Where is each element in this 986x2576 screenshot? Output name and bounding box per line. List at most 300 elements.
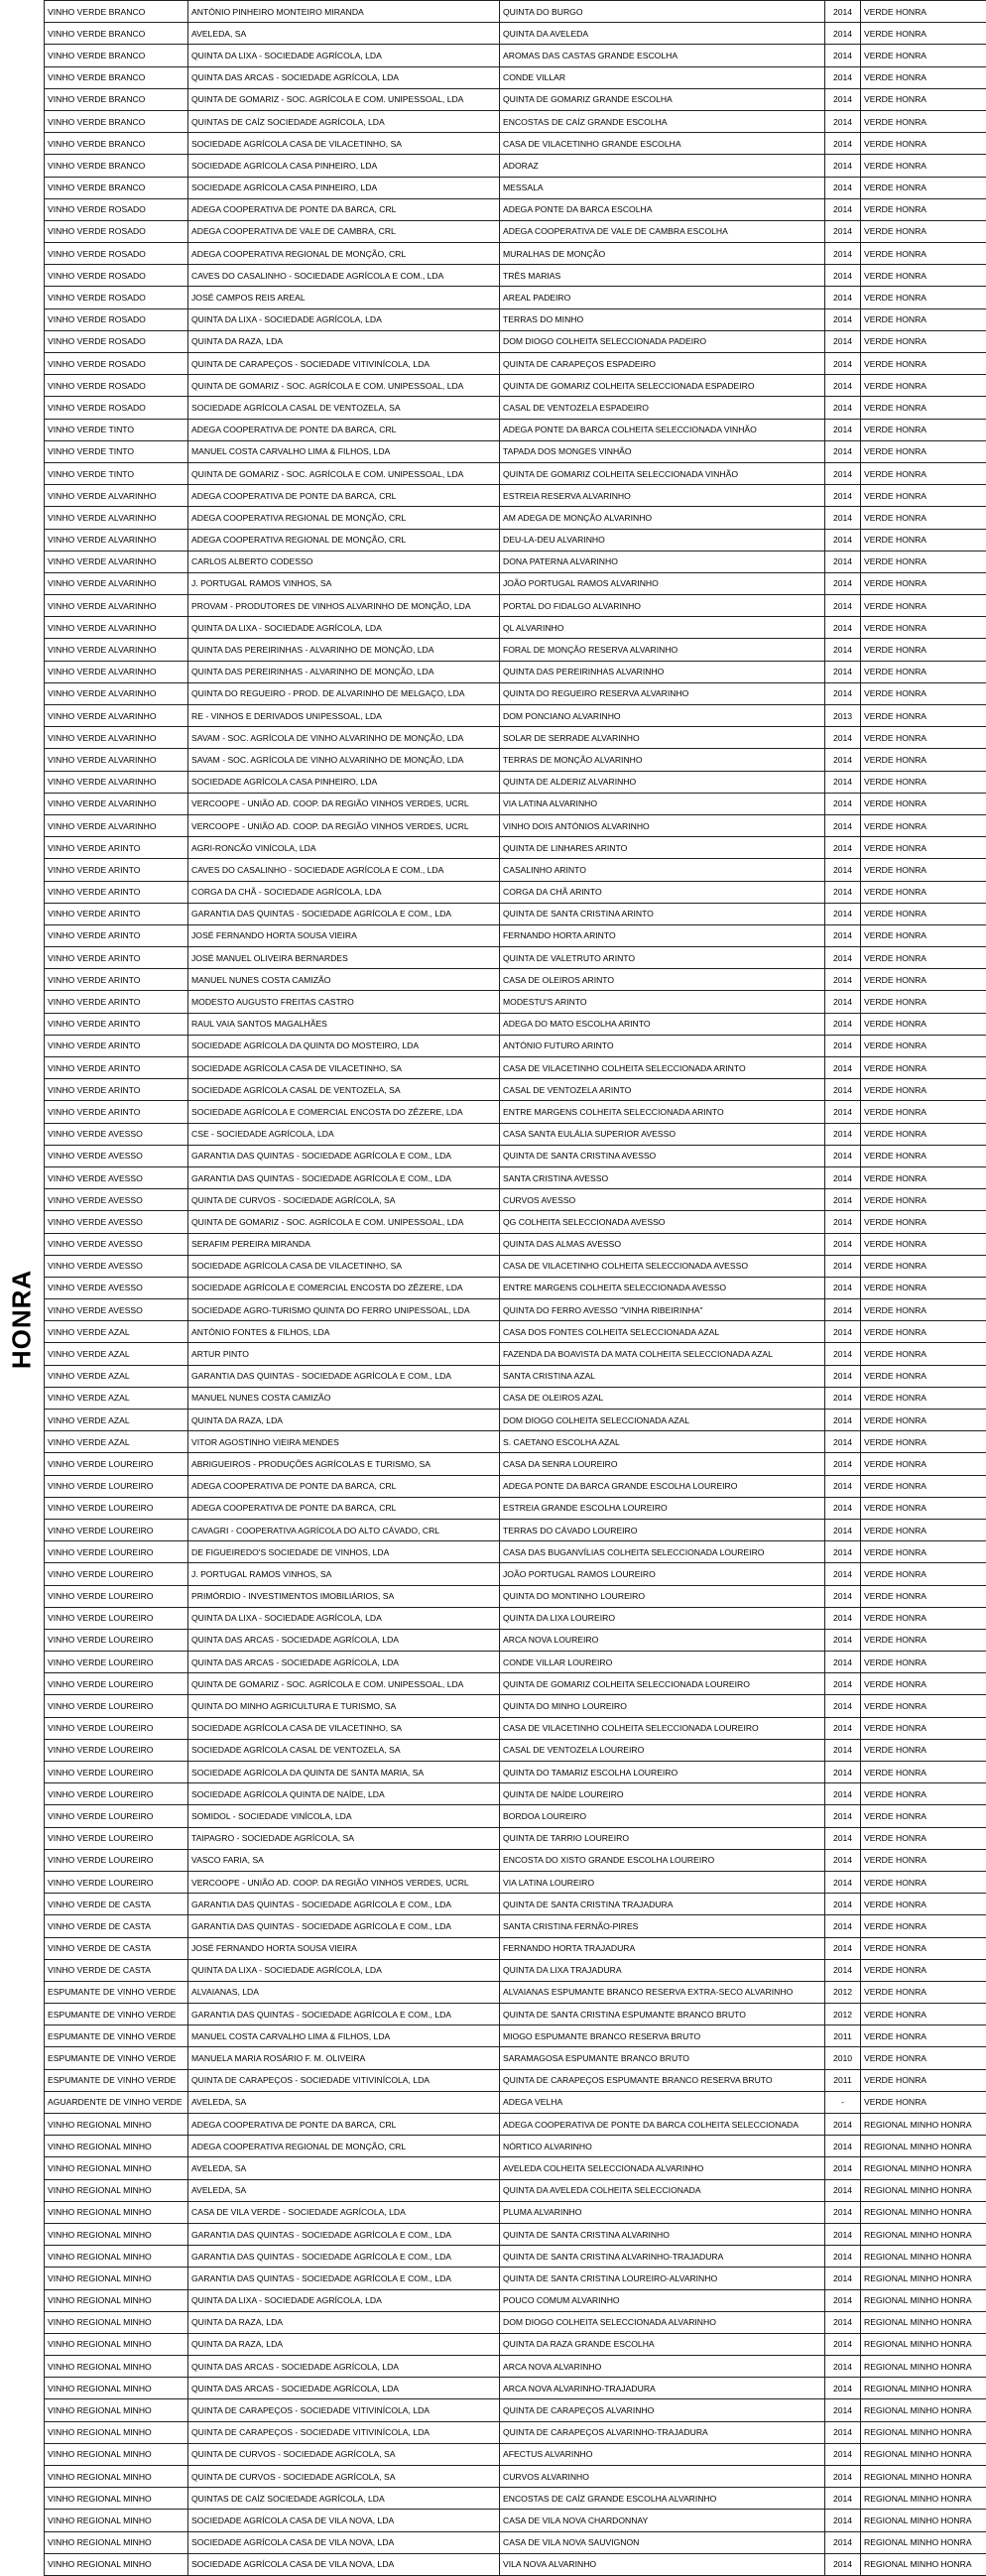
wine-name-cell: SOLAR DE SERRADE ALVARINHO [500,727,825,749]
award-cell: VERDE HONRA [861,198,986,220]
category-cell: VINHO REGIONAL MINHO [45,2201,188,2223]
year-cell: 2014 [825,265,861,287]
table-row [45,2378,986,2399]
category-cell: VINHO REGIONAL MINHO [45,2157,188,2179]
year-cell: 2014 [825,1431,861,1453]
producer-cell: QUINTA DAS ARCAS - SOCIEDADE AGRÍCOLA, LDA [188,2378,500,2399]
wine-name-cell: QUINTA DE CARAPEÇOS ALVARINHO [500,2399,825,2421]
producer-cell: PROVAM - PRODUTORES DE VINHOS ALVARINHO DE MONÇÃO, LDA [188,595,500,617]
year-cell: 2014 [825,1805,861,1827]
producer-cell: QUINTA DAS ARCAS - SOCIEDADE AGRÍCOLA, LDA [188,66,500,88]
award-cell: VERDE HONRA [861,682,986,704]
award-cell: VERDE HONRA [861,1410,986,1431]
year-cell: 2014 [825,947,861,969]
year-cell: 2014 [825,2179,861,2201]
category-cell: VINHO REGIONAL MINHO [45,2399,188,2421]
year-cell: 2014 [825,903,861,924]
producer-cell: QUINTA DA LIXA - SOCIEDADE AGRÍCOLA, LDA [188,617,500,639]
table-row [45,991,986,1013]
producer-cell: QUINTA DA LIXA - SOCIEDADE AGRÍCOLA, LDA [188,308,500,330]
wine-name-cell: CASAL DE VENTOZELA ESPADEIRO [500,397,825,419]
award-cell: VERDE HONRA [861,1321,986,1343]
producer-cell: AGRI-RONCÃO VINÍCOLA, LDA [188,837,500,859]
producer-cell: QUINTA DE GOMARIZ - SOC. AGRÍCOLA E COM. UNIPESSOAL, LDA [188,1211,500,1233]
year-cell: 2014 [825,1145,861,1166]
award-cell: VERDE HONRA [861,1937,986,1959]
table-row [45,1762,986,1783]
producer-cell: QUINTA DAS ARCAS - SOCIEDADE AGRÍCOLA, LDA [188,1629,500,1651]
category-cell: VINHO VERDE ALVARINHO [45,705,188,727]
category-cell: VINHO VERDE BRANCO [45,66,188,88]
category-cell: VINHO VERDE ROSADO [45,308,188,330]
award-cell: VERDE HONRA [861,1453,986,1475]
producer-cell: QUINTA DA LIXA - SOCIEDADE AGRÍCOLA, LDA [188,45,500,66]
award-cell: VERDE HONRA [861,1431,986,1453]
year-cell: 2014 [825,837,861,859]
producer-cell: SOCIEDADE AGRÍCOLA CASA PINHEIRO, LDA [188,771,500,793]
producer-cell: SAVAM - SOC. AGRÍCOLA DE VINHO ALVARINHO DE MONÇÃO, LDA [188,727,500,749]
award-cell: VERDE HONRA [861,375,986,397]
year-cell: 2014 [825,2399,861,2421]
wine-name-cell: ARCA NOVA ALVARINHO-TRAJADURA [500,2378,825,2399]
wine-name-cell: VILA NOVA ALVARINHO [500,2553,825,2575]
award-cell: VERDE HONRA [861,308,986,330]
category-cell: VINHO REGIONAL MINHO [45,2421,188,2443]
award-cell: VERDE HONRA [861,1805,986,1827]
table-row [45,1607,986,1629]
table-row [45,661,986,682]
award-cell: VERDE HONRA [861,639,986,661]
wine-name-cell: MURALHAS DE MONÇÃO [500,243,825,265]
table-row [45,440,986,462]
wine-name-cell: QUINTA DE GOMARIZ COLHEITA SELECCIONADA VINHÃO [500,462,825,484]
category-cell: VINHO REGIONAL MINHO [45,2553,188,2575]
table-row [45,1343,986,1365]
table-row [45,243,986,265]
award-cell: VERDE HONRA [861,1519,986,1540]
category-cell: VINHO VERDE DE CASTA [45,1959,188,1981]
table-row [45,837,986,859]
wine-name-cell: FAZENDA DA BOAVISTA DA MATA COLHEITA SELECCIONADA AZAL [500,1343,825,1365]
category-cell: VINHO VERDE AVESSO [45,1166,188,1188]
award-cell: VERDE HONRA [861,507,986,529]
category-cell: VINHO VERDE LOUREIRO [45,1453,188,1475]
producer-cell: AVELEDA, SA [188,2091,500,2113]
award-cell: VERDE HONRA [861,1894,986,1915]
producer-cell: QUINTA DE GOMARIZ - SOC. AGRÍCOLA E COM. UNIPESSOAL, LDA [188,462,500,484]
producer-cell: PRIMÓRDIO - INVESTIMENTOS IMOBILIÁRIOS, SA [188,1585,500,1607]
category-cell: VINHO VERDE LOUREIRO [45,1762,188,1783]
table-row [45,1563,986,1585]
award-cell: VERDE HONRA [861,1079,986,1101]
award-cell: VERDE HONRA [861,1652,986,1673]
award-cell: REGIONAL MINHO HONRA [861,2399,986,2421]
table-row [45,969,986,991]
producer-cell: CAVAGRI - COOPERATIVA AGRÍCOLA DO ALTO CÁVADO, CRL [188,1519,500,1540]
wine-name-cell: QUINTA DO TAMARIZ ESCOLHA LOUREIRO [500,1762,825,1783]
wine-name-cell: QUINTA DE SANTA CRISTINA ALVARINHO [500,2223,825,2245]
producer-cell: QUINTA DE CARAPEÇOS - SOCIEDADE VITIVINÍCOLA, LDA [188,2069,500,2091]
wine-name-cell: QUINTA DO MONTINHO LOUREIRO [500,1585,825,1607]
year-cell: 2011 [825,2069,861,2091]
wine-name-cell: QUINTA DA RAZA GRANDE ESCOLHA [500,2333,825,2355]
award-cell: REGIONAL MINHO HONRA [861,2443,986,2465]
wine-name-cell: ALVAIANAS ESPUMANTE BRANCO RESERVA EXTRA-SECO ALVARINHO [500,1981,825,2003]
year-cell: 2014 [825,110,861,132]
award-cell: VERDE HONRA [861,991,986,1013]
producer-cell: SOCIEDADE AGRÍCOLA CASA DE VILACETINHO, SA [188,133,500,155]
category-cell: VINHO VERDE LOUREIRO [45,1849,188,1871]
producer-cell: ANTÓNIO PINHEIRO MONTEIRO MIRANDA [188,1,500,23]
producer-cell: QUINTA DE CURVOS - SOCIEDADE AGRÍCOLA, SA [188,2443,500,2465]
year-cell: 2013 [825,705,861,727]
producer-cell: SOCIEDADE AGRÍCOLA CASA PINHEIRO, LDA [188,155,500,177]
table-row [45,1652,986,1673]
category-cell: VINHO VERDE ALVARINHO [45,727,188,749]
year-cell: 2014 [825,133,861,155]
table-row [45,903,986,924]
table-row [45,595,986,617]
award-cell: VERDE HONRA [861,1145,986,1166]
year-cell: 2014 [825,1607,861,1629]
table-row [45,198,986,220]
category-cell: VINHO VERDE AZAL [45,1410,188,1431]
award-cell: VERDE HONRA [861,177,986,198]
year-cell: 2014 [825,1783,861,1805]
year-cell: 2014 [825,462,861,484]
table-row [45,2356,986,2378]
producer-cell: SOCIEDADE AGRO-TURISMO QUINTA DO FERRO UNIPESSOAL, LDA [188,1299,500,1321]
award-cell: VERDE HONRA [861,1,986,23]
producer-cell: SOCIEDADE AGRÍCOLA CASA DE VILA NOVA, LDA [188,2531,500,2553]
award-cell: VERDE HONRA [861,66,986,88]
producer-cell: MANUEL NUNES COSTA CAMIZÃO [188,969,500,991]
producer-cell: QUINTA DA LIXA - SOCIEDADE AGRÍCOLA, LDA [188,1607,500,1629]
wine-name-cell: CASA DE OLEIROS AZAL [500,1387,825,1409]
wine-name-cell: ADEGA PONTE DA BARCA GRANDE ESCOLHA LOUREIRO [500,1475,825,1497]
category-cell: VINHO REGIONAL MINHO [45,2378,188,2399]
award-cell: VERDE HONRA [861,1013,986,1035]
award-cell: VERDE HONRA [861,440,986,462]
table-row [45,2223,986,2245]
wine-name-cell: ENCOSTAS DE CAÍZ GRANDE ESCOLHA [500,110,825,132]
wine-name-cell: DOM DIOGO COLHEITA SELECCIONADA PADEIRO [500,330,825,352]
wine-name-cell: CASA DE VILACETINHO COLHEITA SELECCIONADA ARINTO [500,1057,825,1079]
award-cell: VERDE HONRA [861,1277,986,1298]
wine-name-cell: AVELEDA COLHEITA SELECCIONADA ALVARINHO [500,2157,825,2179]
award-cell: REGIONAL MINHO HONRA [861,2179,986,2201]
category-cell: VINHO REGIONAL MINHO [45,2466,188,2488]
category-cell: VINHO REGIONAL MINHO [45,2488,188,2510]
year-cell: 2011 [825,2025,861,2047]
year-cell: 2014 [825,639,861,661]
table-row [45,2443,986,2465]
table-row [45,859,986,881]
year-cell: 2014 [825,991,861,1013]
wine-name-cell: DOM DIOGO COLHEITA SELECCIONADA ALVARINHO [500,2311,825,2333]
category-cell: VINHO VERDE BRANCO [45,133,188,155]
wine-name-cell: QUINTA DE SANTA CRISTINA ALVARINHO-TRAJADURA [500,2246,825,2268]
producer-cell: SOCIEDADE AGRÍCOLA CASAL DE VENTOZELA, SA [188,1739,500,1761]
wine-name-cell: CURVOS AVESSO [500,1189,825,1211]
category-cell: VINHO VERDE TINTO [45,462,188,484]
producer-cell: DE FIGUEIREDO'S SOCIEDADE DE VINHOS, LDA [188,1541,500,1563]
category-cell: VINHO VERDE ARINTO [45,903,188,924]
producer-cell: ADEGA COOPERATIVA REGIONAL DE MONÇÃO, CRL [188,529,500,551]
producer-cell: TAIPAGRO - SOCIEDADE AGRÍCOLA, SA [188,1827,500,1849]
award-cell: VERDE HONRA [861,617,986,639]
table-row [45,177,986,198]
category-cell: VINHO VERDE ALVARINHO [45,595,188,617]
year-cell: 2014 [825,1762,861,1783]
category-cell: VINHO VERDE TINTO [45,440,188,462]
award-cell: VERDE HONRA [861,155,986,177]
award-cell: VERDE HONRA [861,814,986,836]
award-cell: VERDE HONRA [861,88,986,110]
table-row [45,45,986,66]
category-cell: VINHO VERDE ROSADO [45,198,188,220]
table-row [45,2069,986,2091]
award-cell: VERDE HONRA [861,1717,986,1739]
producer-cell: SOCIEDADE AGRÍCOLA CASA DE VILACETINHO, SA [188,1255,500,1277]
wine-name-cell: ENTRE MARGENS COLHEITA SELECCIONADA ARINTO [500,1101,825,1123]
table-row [45,66,986,88]
table-row [45,814,986,836]
table-row [45,617,986,639]
award-cell: VERDE HONRA [861,2069,986,2091]
year-cell: 2014 [825,66,861,88]
year-cell: 2014 [825,353,861,375]
producer-cell: JOSÉ FERNANDO HORTA SOUSA VIEIRA [188,924,500,946]
award-cell: VERDE HONRA [861,859,986,881]
table-row [45,155,986,177]
table-row [45,2114,986,2136]
category-cell: VINHO VERDE ALVARINHO [45,551,188,572]
year-cell: 2014 [825,1035,861,1056]
year-cell: 2014 [825,1585,861,1607]
award-cell: VERDE HONRA [861,595,986,617]
award-cell: REGIONAL MINHO HONRA [861,2531,986,2553]
producer-cell: CASA DE VILA VERDE - SOCIEDADE AGRÍCOLA, LDA [188,2201,500,2223]
wine-name-cell: ESTREIA RESERVA ALVARINHO [500,485,825,507]
category-cell: VINHO VERDE LOUREIRO [45,1805,188,1827]
producer-cell: QUINTA DA RAZA, LDA [188,2333,500,2355]
award-cell: VERDE HONRA [861,1101,986,1123]
category-cell: VINHO VERDE ALVARINHO [45,529,188,551]
award-cell: VERDE HONRA [861,2047,986,2069]
award-cell: VERDE HONRA [861,243,986,265]
table-row [45,419,986,440]
year-cell: 2014 [825,1321,861,1343]
award-cell: VERDE HONRA [861,1563,986,1585]
year-cell: 2014 [825,1563,861,1585]
category-cell: VINHO VERDE DE CASTA [45,1894,188,1915]
category-cell: VINHO VERDE ARINTO [45,1057,188,1079]
year-cell: 2014 [825,1123,861,1145]
awards-table-body [45,1,986,2576]
table-row [45,1717,986,1739]
year-cell: 2014 [825,1519,861,1540]
table-row [45,397,986,419]
category-cell: VINHO VERDE LOUREIRO [45,1607,188,1629]
category-cell: VINHO VERDE AZAL [45,1365,188,1387]
table-row [45,2421,986,2443]
producer-cell: QUINTAS DE CAÍZ SOCIEDADE AGRÍCOLA, LDA [188,2488,500,2510]
producer-cell: JOSÉ MANUEL OLIVEIRA BERNARDES [188,947,500,969]
table-row [45,1871,986,1893]
table-row [45,110,986,132]
table-row [45,771,986,793]
table-row [45,1189,986,1211]
year-cell: 2014 [825,440,861,462]
wine-name-cell: TRÊS MARIAS [500,265,825,287]
year-cell: 2014 [825,375,861,397]
table-row [45,1915,986,1937]
table-row [45,88,986,110]
producer-cell: ADEGA COOPERATIVA REGIONAL DE MONÇÃO, CRL [188,2136,500,2157]
table-row [45,1585,986,1607]
table-row [45,2047,986,2069]
wine-name-cell: ENCOSTA DO XISTO GRANDE ESCOLHA LOUREIRO [500,1849,825,1871]
award-cell: VERDE HONRA [861,1211,986,1233]
producer-cell: QUINTA DE GOMARIZ - SOC. AGRÍCOLA E COM. UNIPESSOAL, LDA [188,88,500,110]
wine-name-cell: CASAL DE VENTOZELA LOUREIRO [500,1739,825,1761]
table-row [45,1299,986,1321]
award-cell: VERDE HONRA [861,1827,986,1849]
year-cell: 2014 [825,1233,861,1255]
table-row [45,1805,986,1827]
producer-cell: MODESTO AUGUSTO FREITAS CASTRO [188,991,500,1013]
category-cell: VINHO REGIONAL MINHO [45,2531,188,2553]
wine-name-cell: CASALINHO ARINTO [500,859,825,881]
wine-name-cell: CASA DA SENRA LOUREIRO [500,1453,825,1475]
table-row [45,220,986,242]
wine-name-cell: QUINTA DO REGUEIRO RESERVA ALVARINHO [500,682,825,704]
category-cell: VINHO VERDE LOUREIRO [45,1497,188,1519]
year-cell: 2014 [825,793,861,814]
year-cell: 2014 [825,924,861,946]
category-cell: VINHO VERDE ALVARINHO [45,814,188,836]
category-cell: VINHO REGIONAL MINHO [45,2356,188,2378]
award-cell: VERDE HONRA [861,1035,986,1056]
table-row [45,1541,986,1563]
wine-name-cell: SANTA CRISTINA AZAL [500,1365,825,1387]
producer-cell: QUINTA DE CARAPEÇOS - SOCIEDADE VITIVINÍCOLA, LDA [188,2399,500,2421]
award-cell: VERDE HONRA [861,45,986,66]
wine-name-cell: QUINTA DE GOMARIZ COLHEITA SELECCIONADA LOUREIRO [500,1673,825,1695]
year-cell: 2014 [825,727,861,749]
year-cell: 2014 [825,1211,861,1233]
wine-name-cell: DOM PONCIANO ALVARINHO [500,705,825,727]
producer-cell: MANUEL COSTA CARVALHO LIMA & FILHOS, LDA [188,440,500,462]
wine-name-cell: CASA DE VILACETINHO COLHEITA SELECCIONADA AVESSO [500,1255,825,1277]
table-row [45,1981,986,2003]
award-cell: VERDE HONRA [861,881,986,903]
table-row [45,2201,986,2223]
producer-cell: VASCO FARIA, SA [188,1849,500,1871]
award-cell: VERDE HONRA [861,1475,986,1497]
award-cell: VERDE HONRA [861,485,986,507]
year-cell: 2014 [825,1365,861,1387]
producer-cell: SOCIEDADE AGRÍCOLA CASA DE VILACETINHO, SA [188,1057,500,1079]
table-row [45,2289,986,2311]
producer-cell: AVELEDA, SA [188,2179,500,2201]
producer-cell: GARANTIA DAS QUINTAS - SOCIEDADE AGRÍCOLA E COM., LDA [188,1894,500,1915]
producer-cell: ADEGA COOPERATIVA REGIONAL DE MONÇÃO, CRL [188,243,500,265]
wine-name-cell: QUINTA DA AVELEDA [500,23,825,45]
table-row [45,2268,986,2289]
year-cell: 2014 [825,1277,861,1298]
award-cell: VERDE HONRA [861,1255,986,1277]
wine-name-cell: BORDOA LOUREIRO [500,1805,825,1827]
category-cell: VINHO VERDE AVESSO [45,1145,188,1166]
category-cell: VINHO VERDE LOUREIRO [45,1563,188,1585]
table-row [45,2510,986,2531]
category-cell: VINHO VERDE ARINTO [45,947,188,969]
wine-name-cell: ADEGA VELHA [500,2091,825,2113]
category-cell: VINHO VERDE ARINTO [45,837,188,859]
table-row [45,1211,986,1233]
wine-name-cell: QUINTA DA AVELEDA COLHEITA SELECCIONADA [500,2179,825,2201]
table-row [45,1057,986,1079]
year-cell: 2014 [825,1871,861,1893]
year-cell: 2014 [825,220,861,242]
category-cell: ESPUMANTE DE VINHO VERDE [45,1981,188,2003]
category-cell: VINHO VERDE AVESSO [45,1299,188,1321]
category-cell: VINHO VERDE AVESSO [45,1189,188,1211]
year-cell: 2014 [825,1629,861,1651]
category-cell: VINHO VERDE AVESSO [45,1123,188,1145]
category-cell: VINHO VERDE ARINTO [45,1035,188,1056]
year-cell: 2014 [825,682,861,704]
producer-cell: SOCIEDADE AGRÍCOLA CASA DE VILA NOVA, LDA [188,2510,500,2531]
wine-name-cell: JOÃO PORTUGAL RAMOS LOUREIRO [500,1563,825,1585]
producer-cell: GARANTIA DAS QUINTAS - SOCIEDADE AGRÍCOLA E COM., LDA [188,1145,500,1166]
producer-cell: QUINTA DE CARAPEÇOS - SOCIEDADE VITIVINÍCOLA, LDA [188,2421,500,2443]
year-cell: 2014 [825,2114,861,2136]
producer-cell: SOCIEDADE AGRÍCOLA CASA PINHEIRO, LDA [188,177,500,198]
award-cell: VERDE HONRA [861,572,986,594]
award-cell: REGIONAL MINHO HONRA [861,2311,986,2333]
year-cell: 2014 [825,1937,861,1959]
producer-cell: GARANTIA DAS QUINTAS - SOCIEDADE AGRÍCOLA E COM., LDA [188,2004,500,2025]
year-cell: 2014 [825,617,861,639]
year-cell: 2014 [825,1739,861,1761]
table-row [45,1937,986,1959]
wine-name-cell: CONDE VILLAR [500,66,825,88]
producer-cell: VERCOOPE - UNIÃO AD. COOP. DA REGIÃO VINHOS VERDES, UCRL [188,1871,500,1893]
wine-name-cell: ADEGA COOPERATIVA DE PONTE DA BARCA COLHEITA SELECCIONADA [500,2114,825,2136]
wine-name-cell: QUINTA DE LINHARES ARINTO [500,837,825,859]
category-cell: ESPUMANTE DE VINHO VERDE [45,2025,188,2047]
award-cell: REGIONAL MINHO HONRA [861,2223,986,2245]
category-cell: VINHO VERDE LOUREIRO [45,1717,188,1739]
wine-name-cell: SANTA CRISTINA FERNÃO-PIRES [500,1915,825,1937]
year-cell: 2014 [825,45,861,66]
year-cell: 2014 [825,859,861,881]
category-cell: VINHO VERDE LOUREIRO [45,1871,188,1893]
table-row [45,265,986,287]
table-row [45,1365,986,1387]
category-cell: VINHO VERDE LOUREIRO [45,1827,188,1849]
category-cell: VINHO VERDE BRANCO [45,88,188,110]
year-cell: 2014 [825,1959,861,1981]
table-row [45,1123,986,1145]
category-cell: VINHO VERDE LOUREIRO [45,1695,188,1717]
producer-cell: VERCOOPE - UNIÃO AD. COOP. DA REGIÃO VINHOS VERDES, UCRL [188,793,500,814]
award-cell: VERDE HONRA [861,1123,986,1145]
table-row [45,1497,986,1519]
